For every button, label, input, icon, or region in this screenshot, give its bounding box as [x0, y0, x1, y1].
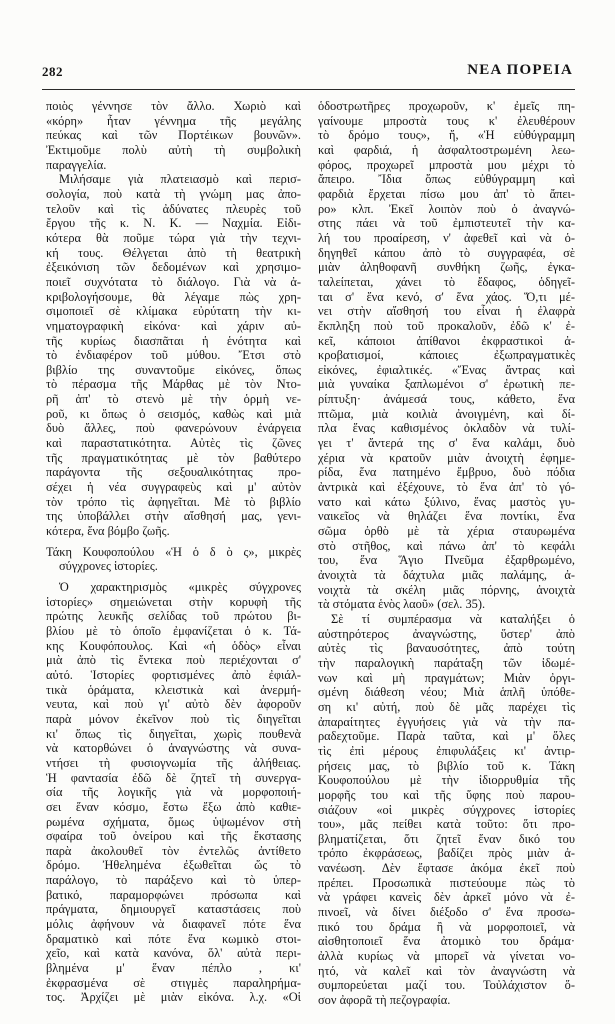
text-line: στης πάει νὰ τοῦ ἐμπιστευτεῖ τὴν κα-	[318, 216, 575, 231]
text-line: κης Κουφόπουλος. Καὶ «ἡ ὁδὸς» εἶναι	[46, 638, 301, 653]
text-line: σία τῆς λογικῆς γιὰ νὰ μορφοποιή-	[46, 785, 301, 800]
text-line: δραματικὸ καὶ πότε ἕνα κωμικὸ στοι-	[46, 931, 301, 946]
text-line: μιὰ ἀπὸ τὶς ἔντεκα ποὺ περιέχονται σ'	[46, 653, 301, 668]
text-line: αἰσθητοποιεῖ ἕνα ἀτομικὸ του δράμα·	[318, 934, 575, 949]
text-line: γαίνουμε μπροστὰ τους κ' ἐλευθέρουν	[318, 113, 575, 128]
text-line: πινοεῖ, νὰ δίνει διέξοδο σ' ἕνα προσω-	[318, 905, 575, 920]
text-line: ἀντρικὰ καὶ ἐξέχουνε, τὸ ἕνα ἀπ' τὸ γό-	[318, 480, 575, 495]
text-line: ποιεῖ συχνότατα τὸ διάλογο. Γιὰ νὰ ἀ-	[46, 274, 301, 289]
text-line: ἀλλὰ κυρίως νὰ μπορεῖ νὰ γίνεται νο-	[318, 949, 575, 964]
text-line: ἀνοιχτὰ τὰ δάχτυλα μιᾶς παλάμης, ἀ-	[318, 568, 575, 582]
text-line: νηματογραφικὴ εἰκόνα· καὶ χάριν αὐ-	[46, 318, 301, 333]
text-line: βλίου μὲ τὸ ὁποῖο ἐμφανίζεται ὁ κ. Τά-	[46, 623, 301, 638]
text-line: πράγματα, δημιουργεῖ καταστάσεις ποὺ	[46, 902, 301, 917]
text-line: ητό, νὰ καλεῖ καὶ τὸν ἀναγνώστη νὰ	[318, 963, 575, 978]
text-line: βληματίζεται, ὅτι ζητεῖ ἕναν δικό του	[318, 831, 575, 846]
text-line: ραδεχτοῦμε. Παρὰ ταῦτα, καὶ μ' ὅλες	[318, 729, 575, 744]
text-line: λή του προαίρεση, ν' ἀφεθεῖ καὶ νὰ ὁ-	[318, 230, 575, 245]
text-line: κότερα θὰ ποῦμε τώρα γιὰ τὴν τεχνι-	[46, 230, 301, 245]
text-line: ἱστορίες» σημειώνεται στὴν κορυφὴ τῆς	[46, 594, 301, 609]
text-line: κροβατισμοί, κάποιες ἐξωπραγματικὲς	[318, 348, 575, 363]
text-line: τελοῦν καὶ τὶς ἀδύνατες πλευρὲς τοῦ	[46, 201, 301, 216]
text-line: Κουφοπούλου μὲ τὴν ἰδιορρυθμία τῆς	[318, 773, 575, 788]
text-line: νων καὶ μὴ πραγμάτων; Μιὰν ὀργι-	[318, 670, 575, 685]
text-line: Μιλήσαμε γιὰ πλατειασμὸ καὶ περισ-	[59, 172, 301, 187]
text-line: νατο καὶ κάτω ξύλινο, ἕνας μαστὸς γυ-	[318, 494, 575, 509]
text-line: τῆς κυρίως διασπᾶται ἡ ἑνότητα καὶ	[46, 333, 301, 348]
text-line: τὸ ἐνδιαφέρον τοῦ μύθου. Ἔτσι στὸ	[46, 348, 301, 363]
text-line: φόρος, προχωρεῖ μπροστὰ μου μέχρι τὸ	[318, 157, 575, 172]
text-line: ἀπαραίτητες ἐγγυήσεις γιὰ νὰ τὴν πα-	[318, 714, 575, 729]
text-line: κότερα, ἕνα βόμβο ζωῆς.	[46, 524, 170, 539]
text-line: χέρια νὰ κρατοῦν μιὰν ἀνοιχτὴ ἐφημε-	[318, 450, 575, 465]
text-line: μιὰ γυναίκα ξαπλωμένοι σ' ἐρωτικὴ πε-	[318, 377, 575, 392]
right-column	[318, 99, 575, 1008]
text-line: πικό του δράμα ἢ νὰ μορφοποιεῖ, νὰ	[318, 919, 575, 934]
text-line: ση κι' αὐτή, ποὺ δὲ μᾶς παρέχει τὶς	[318, 699, 575, 714]
text-line: παραγγελία.	[46, 157, 107, 172]
text-line: Ἐκτιμοῦμε πολὺ αὐτὴ τὴ συμβολικὴ	[46, 142, 301, 157]
text-line: ρωμένα σχήματα, ὅμως ὑψωμένον στὴ	[46, 814, 301, 829]
text-line: ρίπτυξη· ἀνάμεσά τους, κάθετο, ἕνα	[318, 392, 575, 407]
text-line: σιμοποιεῖ σὲ κλίμακα εὐρύτατη τὴν κι-	[46, 304, 301, 319]
text-line: ναικεῖος νὰ θηλάζει ἕνα ποντίκι, ἕνα	[318, 509, 575, 524]
journal-title: ΝΕΑ ΠΟΡΕΙΑ	[467, 62, 573, 78]
text-line: φαρδιὰ ἔρχεται πίσω μου ἀπ' τὸ ἄπει-	[318, 186, 575, 201]
text-line: ἐκφρασμένα σὲ στιγμὲς παραληρήμα-	[46, 975, 301, 990]
text-line: βλημένα μ' ἕναν πέπλο , κι'	[46, 961, 301, 976]
text-line: ἄπειρο. Ἴδια ὅπως εὐθύγραμμη καὶ	[318, 172, 575, 187]
left-column	[46, 99, 301, 1005]
text-line: βατικό, παραμορφώνει πρόσωπα καὶ	[46, 887, 301, 902]
paragraph	[318, 612, 575, 1008]
text-line: αὐτὲς τὶς βαναυσότητες, ἀπὸ τούτη	[318, 641, 575, 656]
text-line: σολογία, ποὺ κατὰ τὴ γνώμη μας ἀπο-	[46, 186, 301, 201]
text-line: σφαίρα τοῦ ὀνείρου καὶ τῆς ἔκστασης	[46, 829, 301, 844]
text-line: ρήσεις μας, τὸ βιβλίο τοῦ κ. Τάκη	[318, 758, 575, 773]
text-line: Σὲ τί συμπέρασμα νὰ καταλήξει ὁ	[331, 611, 575, 626]
text-line: δυὸ ἄλλες, ποὺ φανερώνουν ἐνάργεια	[46, 421, 301, 436]
text-line: αὐτό. Ἱστορίες φορτισμένες ἀπὸ ἐφιάλ-	[46, 667, 301, 682]
text-line: ρίδα, ἕνα πατημένο ἔμβρυο, δυὸ πόδια	[318, 465, 575, 480]
text-line: σμένη διάθεση νέου; Μιὰ ἁπλῆ ὑπόθε-	[318, 685, 575, 700]
text-line: σῶμα ὀρθὸ μὲ τὰ χέρια σταυρωμένα	[318, 524, 575, 539]
text-line: σέχει ἡ νέα συγγραφεὺς καὶ μ' αὐτὸν	[46, 480, 301, 495]
text-line: κριβολογήσουμε, θὰ λέγαμε πὼς χρη-	[46, 289, 301, 304]
text-line: νευτα, καὶ ποὺ γι' αὐτὸ δὲν ἀφοροῦν	[46, 697, 301, 712]
text-line: σον ἀφορᾶ τὴ πεζογραφία.	[318, 993, 451, 1008]
text-line: καὶ παραστατικότητα. Αὐτὲς τὶς ζῶνες	[46, 436, 301, 451]
text-line: μιὰν ἀληθοφανῆ συνθήκη ζωῆς, ἐγκα-	[318, 260, 575, 275]
text-line: πρέπει. Προσωπικὰ πιστεύουμε πὼς τὸ	[318, 875, 575, 890]
text-line: νανέωση. Δὲν ἔφτασε ἀκόμα ἐκεῖ ποὺ	[318, 861, 575, 876]
text-line: ροῦ, κι ὅπως ὁ σεισμός, καθὼς καὶ μιὰ	[46, 406, 301, 421]
text-line: ἐξεικόνιση τῶν δεδομένων καὶ χρησιμο-	[46, 260, 301, 275]
text-line: πτῶμα, μιὰ κοιλιὰ ἀνοιγμένη, καὶ δί-	[318, 406, 575, 421]
paragraph	[46, 99, 301, 172]
text-line: πρώτης λευκῆς σελίδας τοῦ πρώτου βι-	[46, 609, 301, 624]
text-line: παρὰ μόνον ἐκεῖνον ποὺ τὶς διηγεῖται	[46, 711, 301, 726]
text-line: ντήσει τὴ φυσιογνωμία τῆς ἀλήθειας.	[46, 755, 301, 770]
text-line: της ὑποβάλλει στὴν αἴσθησή μας, γενι-	[46, 509, 301, 524]
text-line: τὰ στόματα ἑνὸς λαοῦ» (σελ. 35).	[318, 597, 486, 612]
text-line: τῆς πραγματικότητας μὲ τὸν βαθύτερο	[46, 450, 301, 465]
header-rule	[42, 89, 575, 90]
text-line: συμπορεύεται μαζί του. Τοὐλάχιστον ὅ-	[318, 978, 575, 993]
text-line: τὶς ἐπὶ μέρους ἐπιφυλάξεις κι' ἀντιρ-	[318, 743, 575, 758]
text-line: μορφῆς του καὶ τῆς ὕφης ποὺ παρου-	[318, 787, 575, 802]
text-line: πεύκας καὶ τῶν Πορτέικων βουνῶν».	[46, 128, 301, 143]
text-line: νει στὴν αἴσθησή του εἶναι ἡ ἐλαφρὰ	[318, 304, 575, 319]
text-line: δηγηθεῖ κάπου ἀπὸ τὸ συγγραφέα, σὲ	[318, 245, 575, 260]
text-line: στὸ στῆθος, καὶ πάνω ἀπ' τὸ κεφάλι	[318, 538, 575, 553]
text-line: Ὁ χαρακτηρισμὸς «μικρὲς σύγχρονες	[59, 580, 301, 594]
text-line: τὴν παραλογικὴ παράταξη τῶν ἰδωμέ-	[318, 655, 575, 670]
text-line: παράλογο, τὸ παράξενο καὶ τὸ ὑπερ-	[46, 873, 301, 888]
text-line: κεῖ, κάποιοι ἀπίθανοι ἐκφραστικοὶ ἀ-	[318, 333, 575, 348]
text-line: τὸ πέρασμα τῆς Μάρθας μὲ τὸν Ντο-	[46, 377, 301, 392]
text-line: του, ἕνα Ἅγιο Πνεῦμα ἐξαρθρωμένο,	[318, 553, 575, 568]
text-line: μόλις ἀφήνουν νὰ διαφανεῖ πότε ἕνα	[46, 917, 301, 932]
text-line: ἔργου τῆς κ. Ν. Κ. — Ναχμία. Εἰδι-	[46, 216, 301, 231]
paragraph	[318, 99, 575, 612]
text-line: σύγχρονες ἱστορίες.	[59, 559, 158, 574]
text-line: αὐστηρότερος ἀναγνώστης, ὕστερ' ἀπὸ	[318, 626, 575, 641]
text-line: ται σ' ἕνα κενό, σ' ἕνα χάος. Ὅ,τι μέ-	[318, 289, 575, 304]
text-line: Ἡ φαντασία ἐδῶ δὲ ζητεῖ τὴ συνεργα-	[46, 770, 301, 785]
text-line: γει τ' ἄντερά της σ' ἕνα καλάμι, δυὸ	[318, 436, 575, 451]
text-line: τικὰ ὁράματα, κλειστικὰ καὶ ἀνερμή-	[46, 682, 301, 697]
text-line: ταλείπεται, χάνει τὸ ἔδαφος, ὁδηγεῖ-	[318, 274, 575, 289]
text-line: σιάζουν «οἱ μικρὲς σύγχρονες ἱστορίες	[318, 802, 575, 817]
text-line: ποιὸς γέννησε τὸν ἄλλο. Χωριὸ καὶ	[46, 99, 301, 113]
text-line: «κόρη» ἦταν γέννημα τῆς μεγάλης	[46, 113, 301, 128]
review-heading	[46, 545, 301, 574]
text-line: χεῖο, καὶ κατὰ κανόνα, ὅλ' αὐτὰ περι-	[46, 946, 301, 961]
text-line: ὁδοστρωτῆρες προχωροῦν, κ' ἐμεῖς πη-	[318, 99, 575, 113]
text-line: νοιχτὰ τὰ σκέλη μιᾶς πόρνης, ἀνοιχτὰ	[318, 582, 575, 597]
text-line: τος. Ἀρχίζει μὲ μιὰν εἰκόνα. λ.χ. «Οἱ	[46, 990, 301, 1005]
text-line: ἔκπληξη ποὺ τοῦ προκαλοῦν, ἐδῶ κ' ἐ-	[318, 318, 575, 333]
text-line: παράγοντα τῆς σεξουαλικότητας προ-	[46, 465, 301, 480]
text-line: νὰ γράφει κανεὶς δὲν ἀρκεῖ μόνο νὰ ἐ-	[318, 890, 575, 905]
text-line: βιβλίο της συναντοῦμε εἰκόνες, ὅπως	[46, 362, 301, 377]
text-line: νὰ κατορθώνει ὁ ἀναγνώστης νὰ συνα-	[46, 741, 301, 756]
text-line: καὶ φαρδιά, ἡ ἀσφαλτοστρωμένη λεω-	[318, 142, 575, 157]
text-line: σει ἕναν κόσμο, ἔστω ἔξω ἀπὸ καθιε-	[46, 799, 301, 814]
text-line: κή τους. Θέλγεται ἀπὸ τὴ θεατρικὴ	[46, 245, 301, 260]
paragraph	[46, 172, 301, 538]
text-line: τὸ δρόμο τους», ἤ, «Ἡ εὐθύγραμμη	[318, 128, 575, 143]
text-line: εἰκόνες, ἐφιαλτικές. «Ἕνας ἄντρας καὶ	[318, 362, 575, 377]
text-line: ρῆ ἀπ' τὸ στενὸ μὲ τὴν ὁρμὴ νε-	[46, 392, 301, 407]
text-line: τὸν τρόπο τὶς ἀφηγεῖται. Μὲ τὸ βιβλίο	[46, 494, 301, 509]
text-line: Τάκη Κουφοπούλου «Ἡ ὁ δ ὸ ς», μικρὲς	[46, 544, 301, 559]
paragraph	[46, 580, 301, 1005]
text-line: τρόπο ἐκφράσεως, βαδίζει πρὸς μιὰν ἀ-	[318, 846, 575, 861]
text-line: πλα ἕνας καθισμένος ὀκλαδὸν νὰ τυλί-	[318, 421, 575, 436]
page-number: 282	[42, 64, 63, 79]
text-line: κι' ὅπως τὶς διηγεῖται, χωρὶς πουθενὰ	[46, 726, 301, 741]
text-line: του», μᾶς πείθει κατὰ τοῦτο: ὅτι προ-	[318, 817, 575, 832]
text-line: δρόμο. Ἠθελημένα ἐξωθεῖται ὥς τὸ	[46, 858, 301, 873]
text-line: παρὰ ἀκολουθεῖ τὸν ἐντελῶς ἀντίθετο	[46, 843, 301, 858]
text-line: ρο» κλπ. Ἐκεῖ λοιπὸν ποὺ ὁ ἀναγνώ-	[318, 201, 575, 216]
